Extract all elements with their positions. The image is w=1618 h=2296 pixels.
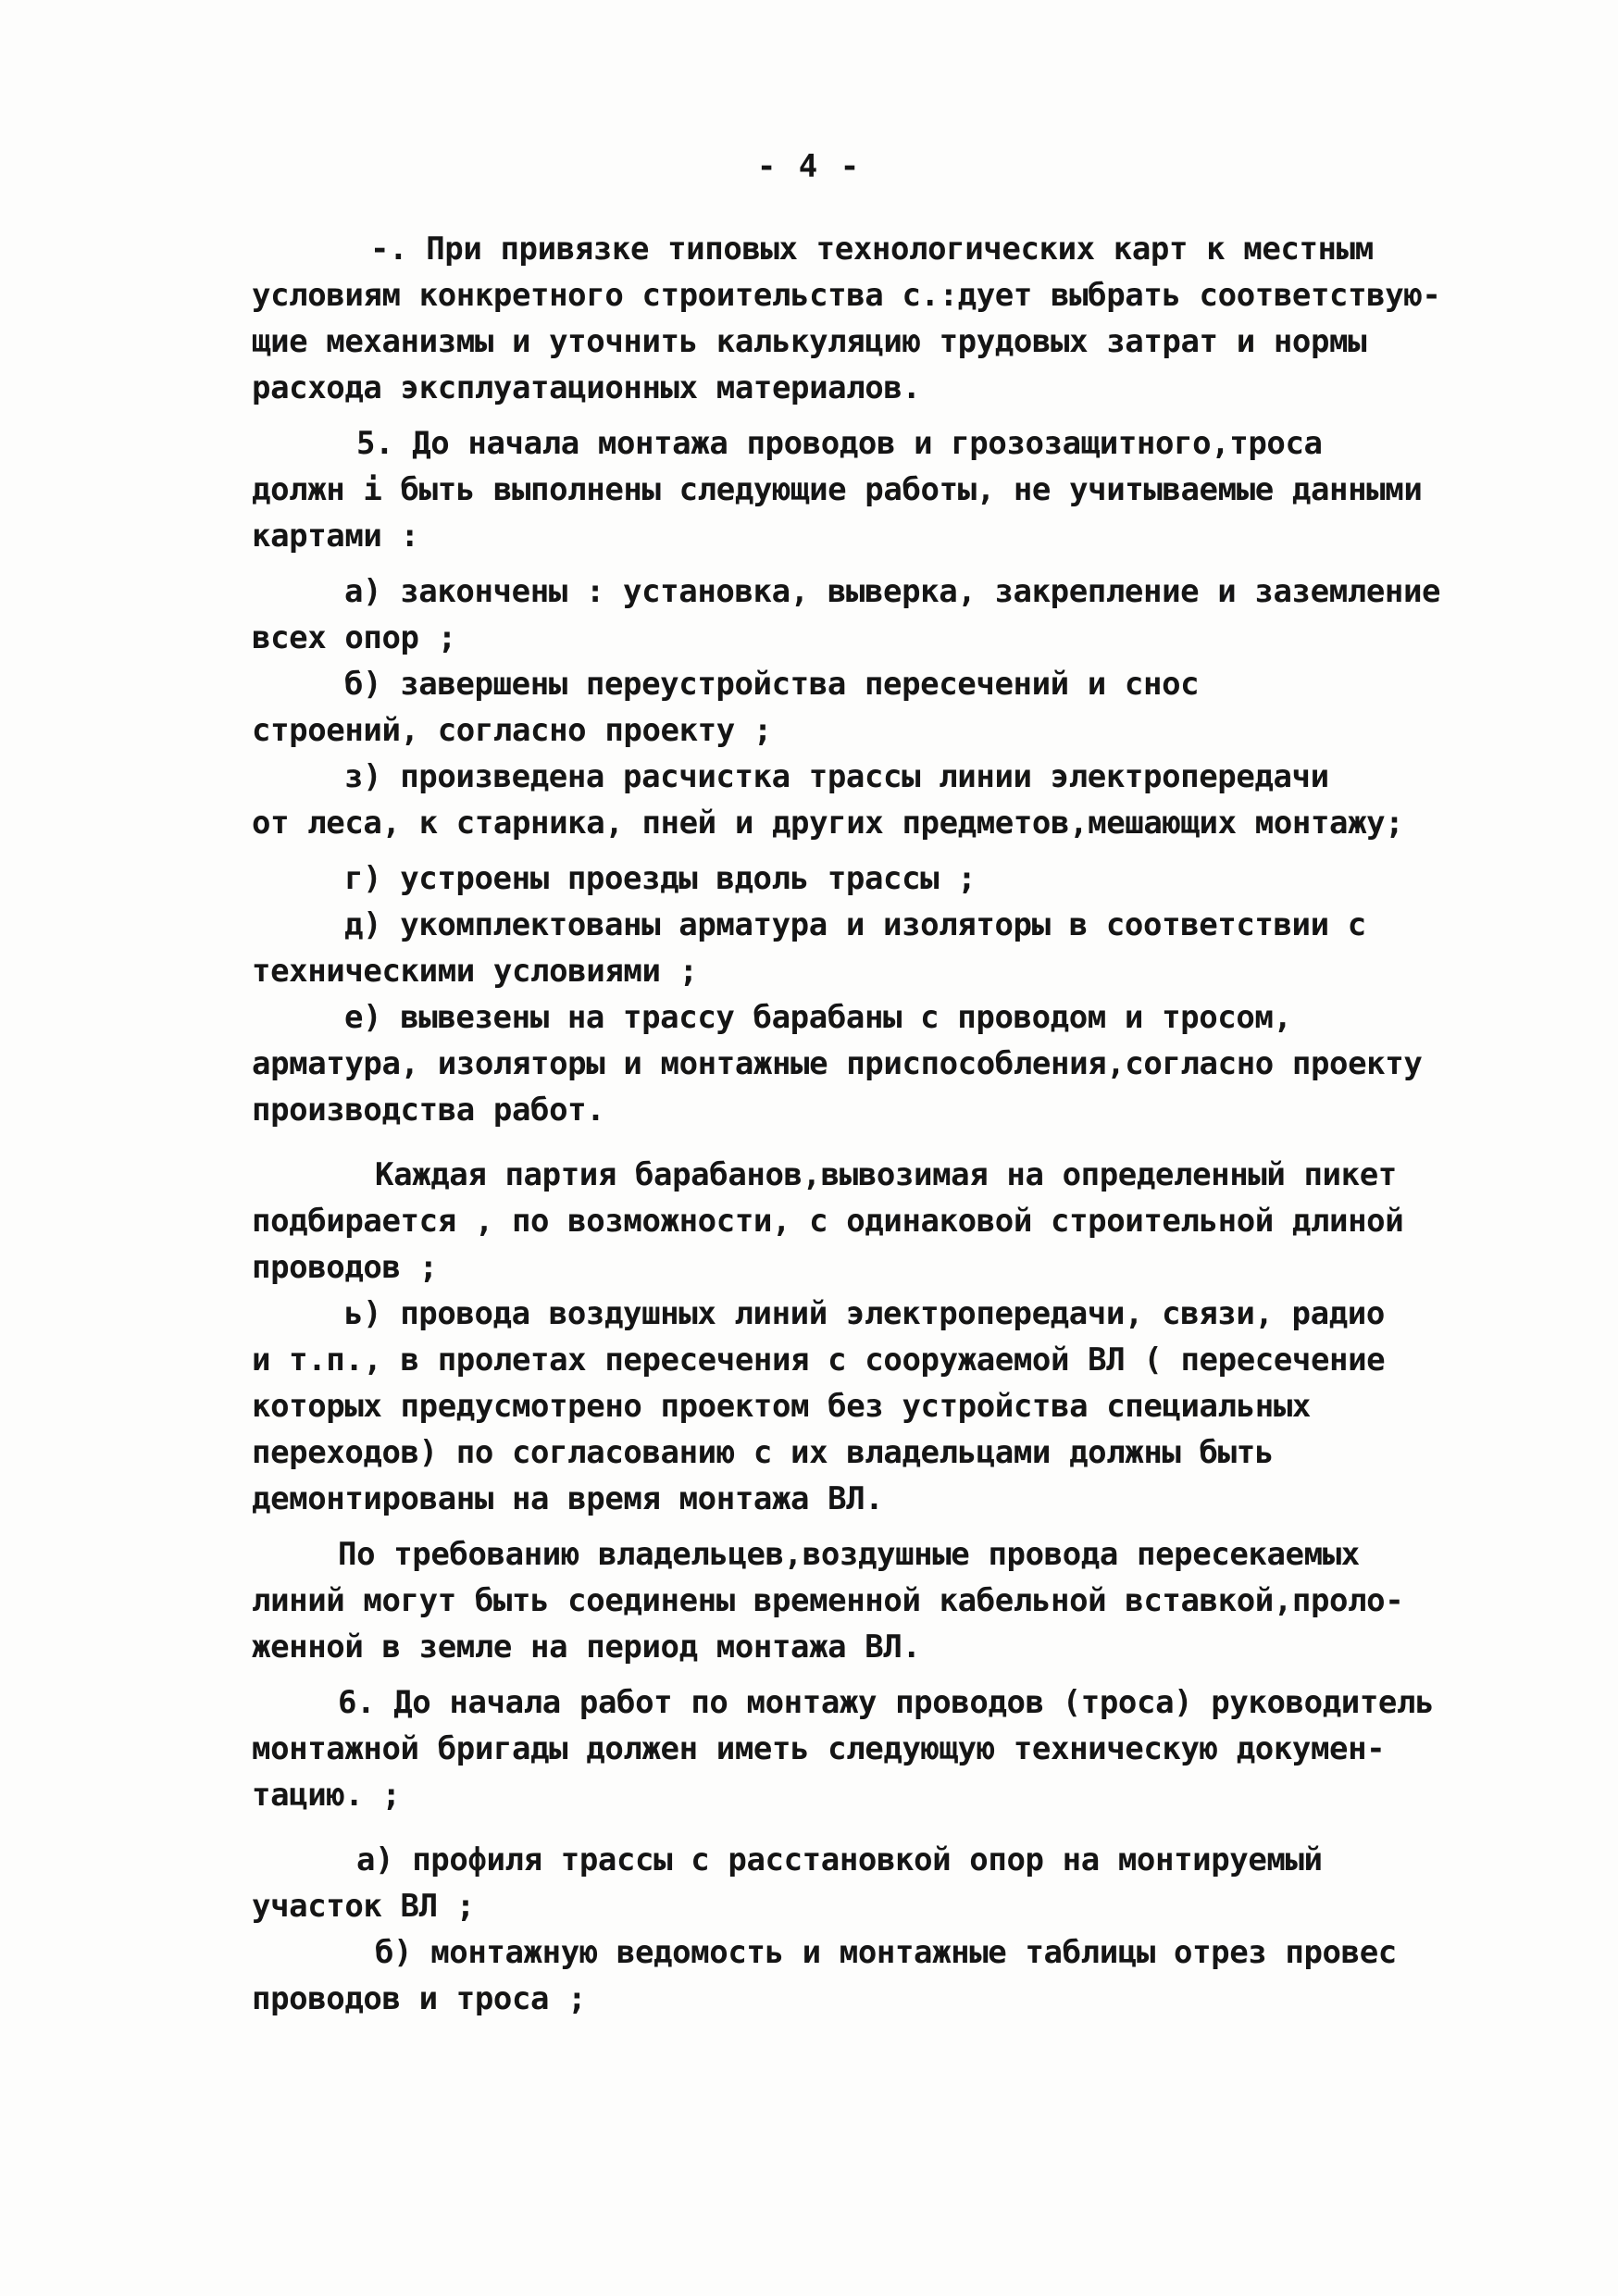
- text-line: расхода эксплуатационных материалов.: [252, 369, 921, 406]
- text-line: -. При привязке типовых технологических карт к местным: [370, 231, 1374, 268]
- text-line: переходов) по согласованию с их владельцами должны быть: [252, 1434, 1274, 1471]
- text-line: участок ВЛ ;: [252, 1888, 475, 1925]
- text-line: женной в земле на период монтажа ВЛ.: [252, 1628, 921, 1666]
- text-line: и т.п., в пролетах пересечения с сооружаемой ВЛ ( пересечение: [252, 1341, 1386, 1379]
- text-line: а) закончены : установка, выверка, закрепление и заземление: [344, 573, 1441, 610]
- text-line: б) завершены переустройства пересечений и снос: [344, 666, 1200, 703]
- text-line: картами :: [252, 518, 419, 555]
- text-line: з) произведена расчистка трассы линии электропередачи: [344, 758, 1329, 795]
- text-line: а) профиля трассы с расстановкой опор на монтируемый: [356, 1841, 1323, 1878]
- text-line: 5. До начала монтажа проводов и грозозащитного,троса: [356, 425, 1323, 462]
- text-line: от леса, к старника, пней и других предметов,мешающих монтажу;: [252, 805, 1404, 842]
- text-line: подбирается , по возможности, с одинаковой строительной длиной: [252, 1203, 1404, 1240]
- text-line: строений, согласно проекту ;: [252, 712, 772, 749]
- text-line: д) укомплектованы арматура и изоляторы в соответствии с: [344, 906, 1366, 943]
- text-line: проводов ;: [252, 1249, 438, 1286]
- text-line: б) монтажную ведомость и монтажные таблицы отрез провес: [375, 1934, 1397, 1971]
- text-line: арматура, изоляторы и монтажные приспособления,согласно проекту: [252, 1045, 1423, 1082]
- text-line: которых предусмотрено проектом без устройства специальных: [252, 1388, 1311, 1425]
- text-line: должн і быть выполнены следующие работы, не учитываемые данными: [252, 471, 1423, 508]
- text-line: ь) провода воздушных линий электропередачи, связи, радио: [344, 1295, 1385, 1332]
- text-line: линий могут быть соединены временной кабельной вставкой,проло-: [252, 1582, 1404, 1619]
- text-line: всех опор ;: [252, 619, 456, 656]
- text-line: щие механизмы и уточнить калькуляцию трудовых затрат и нормы: [252, 323, 1367, 360]
- text-line: монтажной бригады должен иметь следующую техническую докумен-: [252, 1730, 1386, 1767]
- text-line: Каждая партия барабанов,вывозимая на определенный пикет: [375, 1156, 1397, 1193]
- text-line: производства работ.: [252, 1092, 605, 1129]
- page-number: - 4 -: [756, 148, 862, 185]
- text-line: е) вывезены на трассу барабаны с проводом и тросом,: [344, 999, 1292, 1036]
- text-line: проводов и троса ;: [252, 1980, 587, 2017]
- text-line: демонтированы на время монтажа ВЛ.: [252, 1480, 884, 1517]
- text-line: тацию. ;: [252, 1777, 401, 1814]
- text-line: техническими условиями ;: [252, 953, 698, 990]
- text-line: г) устроены проезды вдоль трассы ;: [344, 860, 977, 897]
- text-line: По требованию владельцев,воздушные провода пересекаемых: [338, 1536, 1360, 1573]
- text-line: 6. До начала работ по монтажу проводов (троса) руководитель: [338, 1684, 1435, 1721]
- text-line: условиям конкретного строительства с.:дует выбрать соответствую-: [252, 277, 1441, 314]
